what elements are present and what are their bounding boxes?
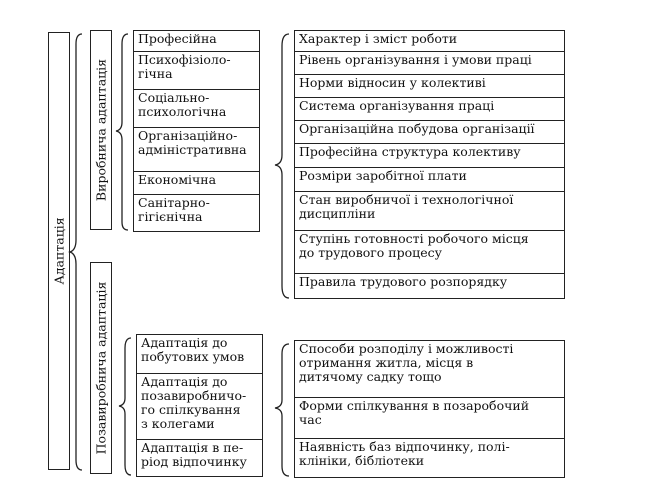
non-production-type-box: Адаптація до побутових умов xyxy=(136,334,263,374)
root-label: Адаптація xyxy=(51,217,67,285)
production-factor-box: Рівень організування і умови праці xyxy=(294,51,565,75)
non-production-factor-box: Способи розподілу і можливості отримання житла, місця в дитячому садку тощо xyxy=(294,340,565,398)
production-factor-box: Норми відносин у колективі xyxy=(294,74,565,98)
production-type-box: Економічна xyxy=(133,171,260,195)
production-type-box: Організаційно- адміністративна xyxy=(133,127,260,172)
production-type-box: Психофізіоло- гічна xyxy=(133,51,260,90)
non-production-type-box: Адаптація до позавиробничо- го спілкування з колегами xyxy=(136,373,263,440)
production-factor-box: Професійна структура колективу xyxy=(294,143,565,168)
non-production-type-box: Адаптація в пе- ріод відпочинку xyxy=(136,439,263,477)
production-factor-box: Організаційна побудова організації xyxy=(294,120,565,144)
production-label: Виробнича адаптація xyxy=(93,58,109,202)
non-production-factor-box: Наявність баз відпочинку, полі- клініки, бібліотеки xyxy=(294,438,565,478)
production-factor-box: Стан виробничої і технологічної дисципліни xyxy=(294,191,565,231)
production-factors-bracket xyxy=(275,34,289,298)
non-production-bracket xyxy=(119,338,131,475)
root-bracket xyxy=(70,34,82,470)
production-bracket xyxy=(116,34,128,230)
production-factor-box: Правила трудового розпорядку xyxy=(294,273,565,299)
production-type-box: Соціально- психологічна xyxy=(133,89,260,128)
production-type-box: Професійна xyxy=(133,30,260,52)
non-production-factor-box: Форми спілкування в позаробочий час xyxy=(294,397,565,439)
production-type-box: Санітарно- гігієнічна xyxy=(133,194,260,232)
production-factor-box: Система організування праці xyxy=(294,97,565,121)
production-factor-box: Ступінь готовності робочого місця до трудового процесу xyxy=(294,230,565,274)
production-factor-box: Розміри заробітної плати xyxy=(294,167,565,192)
non-production-factors-bracket xyxy=(275,344,289,476)
production-factor-box: Характер і зміст роботи xyxy=(294,30,565,52)
non-production-label: Позавиробнича адаптація xyxy=(93,281,109,455)
